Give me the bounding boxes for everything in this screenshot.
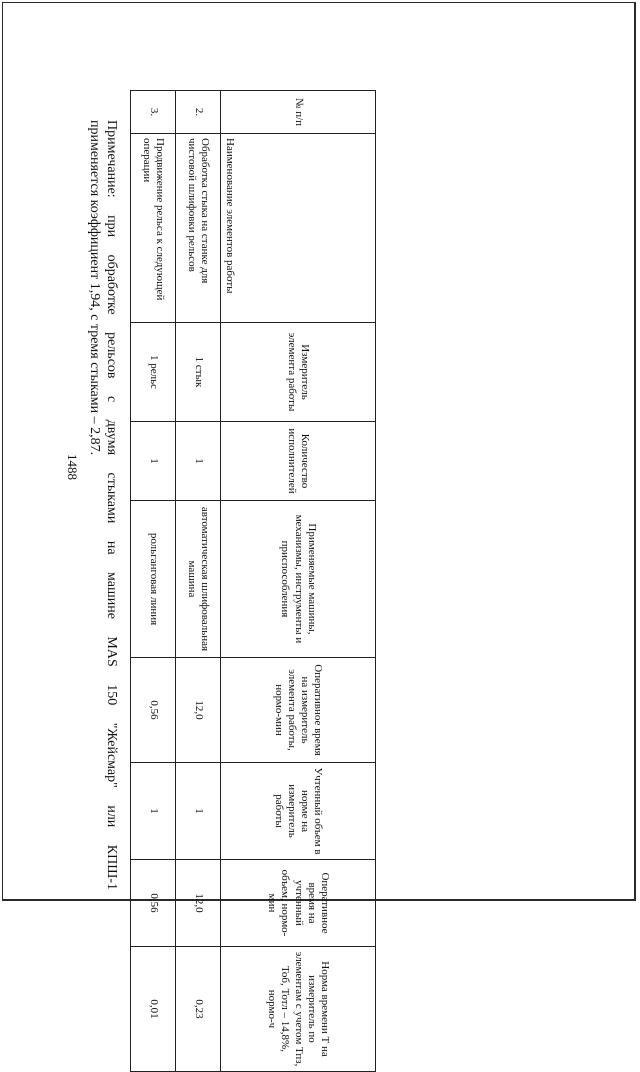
header-norm: Норма времени Т на измеритель по элементам с учетом Тпз, Тоб, Тотл – 14,8%, нормо-ч: [221, 947, 376, 1072]
header-meter: Измеритель элемента работы: [221, 323, 376, 422]
cell-machines: рольганговая линия: [131, 501, 176, 658]
cell-count: 1: [176, 422, 221, 501]
footnote-line-2: применяется коэффициент 1,94, с тремя стыками – 2,87.: [87, 120, 102, 456]
cell-op-time-volume: 0,56: [131, 860, 176, 947]
rotated-content: [42, 90, 376, 1067]
header-op-time-volume: Оперативное время на учтенный объем, нормо-мин: [221, 860, 376, 947]
header-count: Количество исполнителей: [221, 422, 376, 501]
cell-name: Обработка стыка на станке для чистовой шлифовки рельсов: [176, 134, 221, 323]
header-volume: Учтенный объем в норме на измеритель работы: [221, 763, 376, 860]
header-name: Наименование элементов работы: [221, 134, 376, 323]
cell-meter: 1 стык: [176, 323, 221, 422]
cell-meter: 1 рельс: [131, 323, 176, 422]
header-machines: Применяемые машины, механизмы, инструменты и приспособления: [221, 501, 376, 658]
cell-norm: 0,01: [131, 947, 176, 1072]
cell-num: 2.: [176, 91, 221, 134]
cell-count: 1: [131, 422, 176, 501]
cell-num: 3.: [131, 91, 176, 134]
table-row: [131, 91, 176, 1072]
cell-op-time: 0,56: [131, 658, 176, 763]
header-num: № п/п: [221, 91, 376, 134]
table-header-row: [221, 91, 376, 1072]
page-number: 1488: [65, 454, 80, 480]
cell-op-time-volume: 12,0: [176, 860, 221, 947]
footnote: [86, 120, 120, 890]
cell-machines: автоматическая шлифовальная машина: [176, 501, 221, 658]
footnote-line-1: Примечание: при обработке рельсов с двумя стыками на машине MAS 150 "Жейсмар" или КПШ-1: [104, 120, 119, 890]
cell-name: Продвижение рельса к следующей операции: [131, 134, 176, 323]
work-elements-table: [130, 90, 376, 1072]
cell-norm: 0,23: [176, 947, 221, 1072]
cell-volume: 1: [131, 763, 176, 860]
cell-volume: 1: [176, 763, 221, 860]
table-row: [176, 91, 221, 1072]
cell-op-time: 12,0: [176, 658, 221, 763]
header-op-time: Оперативное время на измеритель элемента работы, нормо-мин: [221, 658, 376, 763]
